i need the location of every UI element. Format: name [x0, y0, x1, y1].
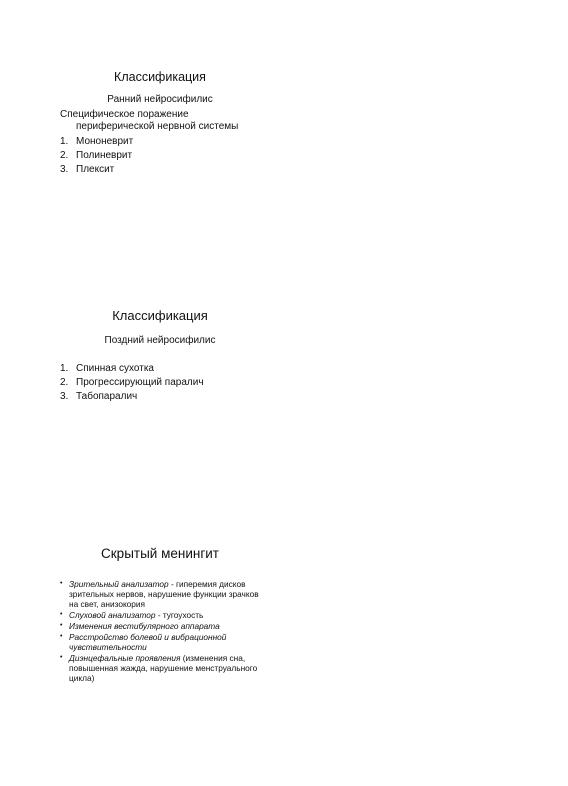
intro-line-2: периферической нервной системы [76, 121, 239, 132]
item-text: Табопаралич [76, 391, 138, 402]
bullet-icon: • [60, 654, 63, 661]
list-item [60, 390, 380, 404]
list-item [60, 621, 270, 631]
item-text: Прогрессирующий паралич [76, 377, 204, 388]
slide-subtitle: Поздний нейросифилис [104, 335, 216, 346]
item-number: 1. [60, 363, 69, 374]
list-item [60, 610, 270, 620]
item-text: Плексит [76, 164, 115, 175]
list-item [60, 362, 380, 376]
list-item [60, 653, 270, 683]
item-number: 2. [60, 377, 69, 388]
bullet-icon: • [60, 622, 63, 629]
numbered-list [60, 135, 380, 177]
item-italic-text: Диэнцефальные проявления [69, 653, 181, 663]
slide-late-neurosyphilis [60, 308, 380, 404]
slide-title: Классификация [112, 308, 208, 323]
intro-line-1: Специфическое поражение [60, 109, 189, 120]
slide-title: Скрытый менингит [101, 546, 219, 561]
item-italic-text: Расстройство болевой и вибрационной чувствительности [69, 632, 227, 652]
list-item [60, 376, 380, 390]
item-italic-text: Изменения вестибулярного аппарата [69, 621, 220, 631]
item-text: Мононеврит [76, 136, 134, 147]
item-number: 3. [60, 391, 69, 402]
bullet-icon: • [60, 611, 63, 618]
slide-subtitle: Ранний нейросифилис [107, 94, 213, 105]
item-number: 2. [60, 150, 69, 161]
item-text: (изменения сна, повышенная жажда, нарушение менструального цикла) [69, 653, 258, 683]
list-item [60, 163, 380, 177]
list-item [60, 135, 380, 149]
slide-title: Классификация [114, 70, 206, 84]
item-italic-text: Слуховой анализатор - [69, 610, 161, 620]
list-item [60, 632, 270, 652]
bullet-icon: • [60, 580, 63, 587]
item-text: тугоухость [160, 610, 204, 620]
item-text: Спинная сухотка [76, 363, 154, 374]
intro-text [60, 109, 380, 133]
list-item [60, 149, 380, 163]
list-item [60, 579, 270, 609]
slide-early-neurosyphilis [60, 70, 380, 177]
numbered-list [60, 362, 380, 404]
item-text: Полиневрит [76, 150, 133, 161]
item-number: 1. [60, 136, 69, 147]
bullet-list [60, 579, 270, 683]
slide-latent-meningitis [60, 546, 380, 684]
item-number: 3. [60, 164, 69, 175]
bullet-icon: • [60, 633, 63, 640]
item-italic-text: Зрительный анализатор - [69, 579, 174, 589]
item-text: гиперемия дисков зрительных нервов, нарушение функции зрачков на свет, анизокория [69, 579, 259, 609]
